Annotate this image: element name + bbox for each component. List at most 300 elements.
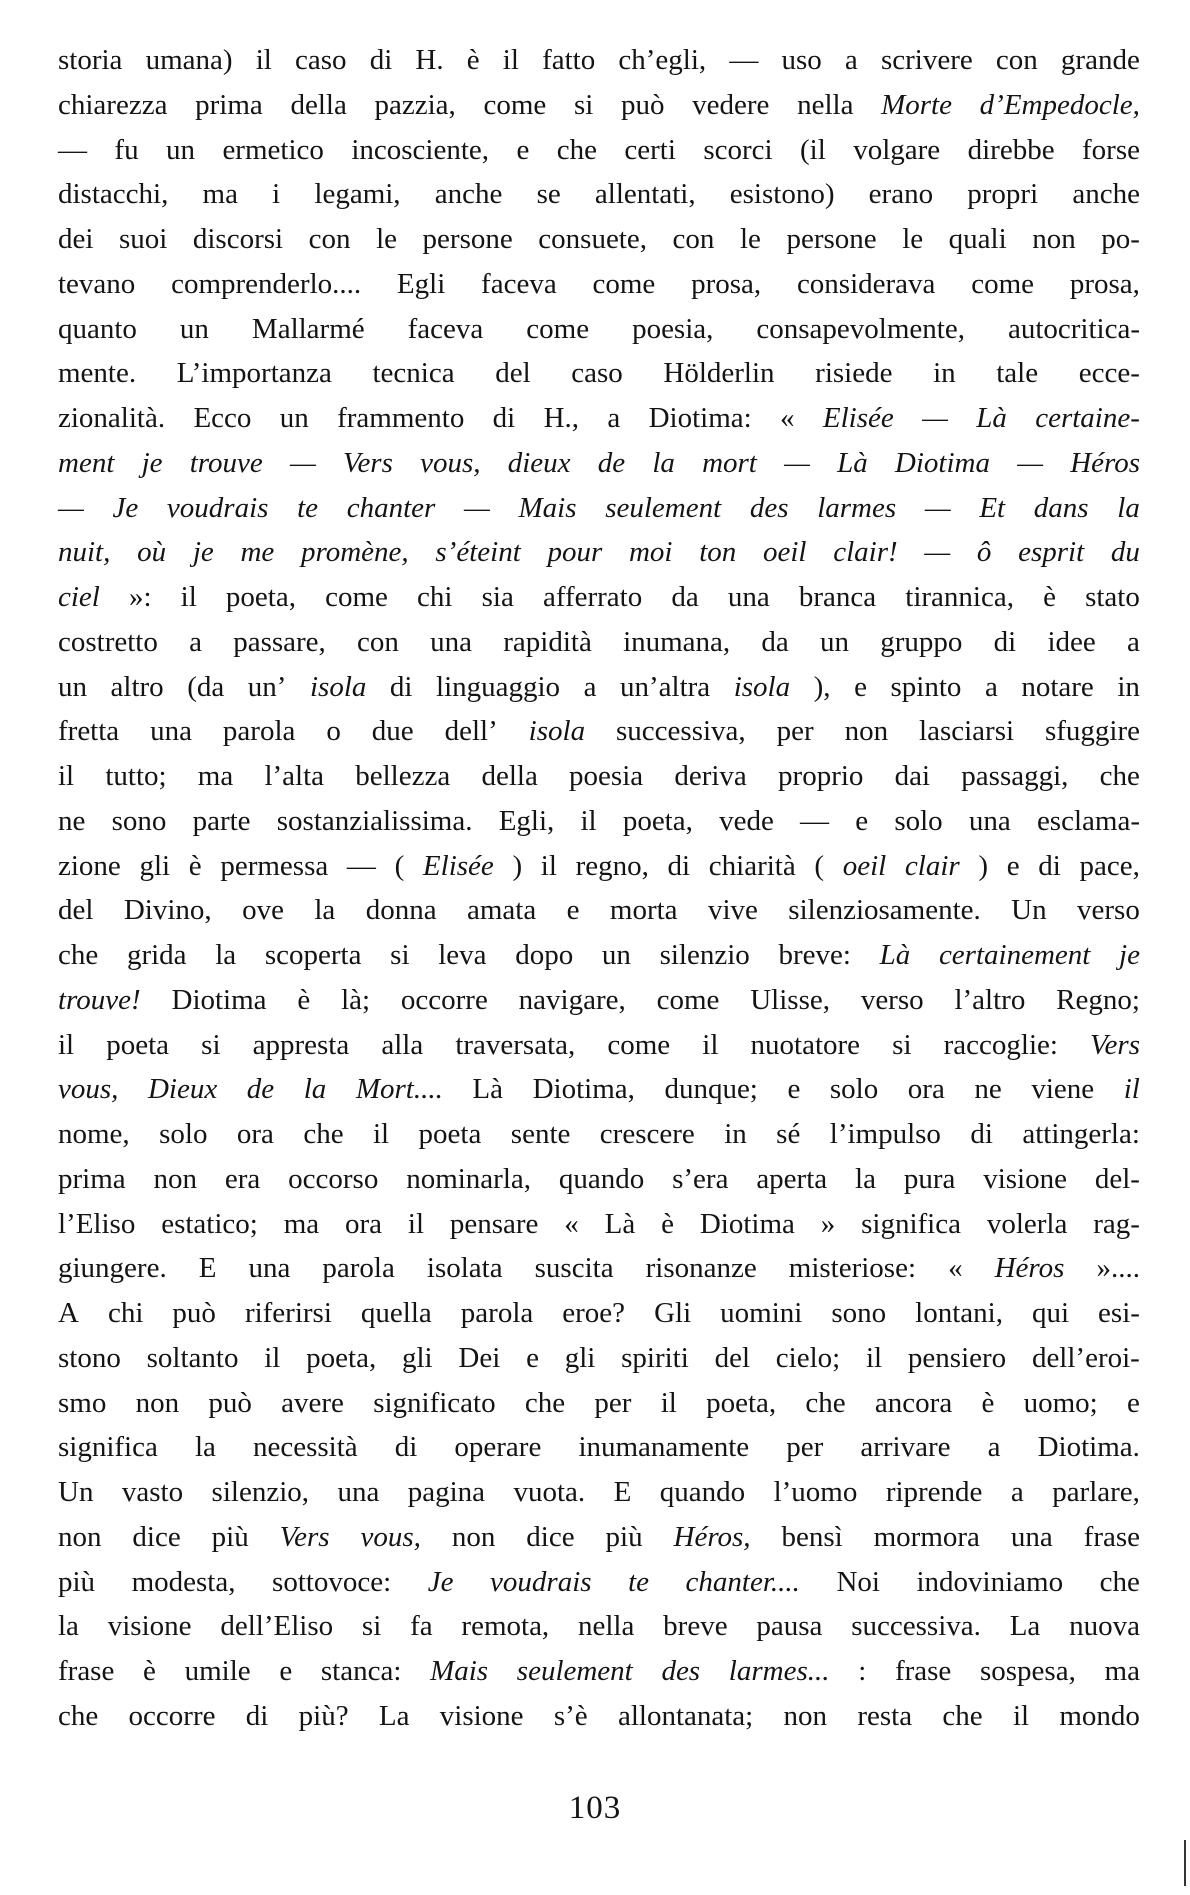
italic-word: des — [749, 491, 789, 524]
word: vive — [707, 894, 758, 927]
word: tevano — [58, 267, 136, 300]
word: dei — [58, 223, 94, 255]
italic-word: voudrais — [490, 1565, 592, 1598]
word: gruppo — [880, 625, 963, 658]
word: suoi — [118, 223, 168, 255]
word: estatico; — [161, 1207, 258, 1240]
text-line — [58, 709, 1140, 754]
word: che — [805, 1386, 846, 1419]
word: mondo — [1059, 1699, 1140, 1732]
word: poesia, — [632, 312, 714, 345]
word: in — [724, 1118, 747, 1150]
word: parlare, — [1052, 1476, 1140, 1508]
word: donna — [365, 894, 437, 927]
word: rag- — [1093, 1207, 1140, 1240]
word: il — [264, 1341, 281, 1374]
word: certi — [624, 133, 676, 166]
italic-word: Vers — [279, 1520, 330, 1553]
italic-word: Héros, — [673, 1520, 751, 1553]
word: come — [526, 312, 590, 345]
text-line — [58, 262, 1140, 307]
text-line — [58, 1336, 1140, 1381]
word: solo — [829, 1073, 879, 1106]
text-line — [58, 1291, 1140, 1336]
word: a — [987, 1431, 1001, 1464]
word: occorre — [400, 983, 488, 1016]
word: pausa — [756, 1610, 823, 1643]
word: non — [58, 1520, 102, 1553]
word: può — [208, 1386, 252, 1419]
word: ma — [1104, 1655, 1140, 1687]
word: a — [189, 625, 202, 658]
word: solo — [159, 1118, 208, 1150]
word: chi — [417, 581, 453, 613]
word: zionalità. — [58, 402, 166, 434]
word: Gli — [654, 1297, 692, 1329]
text-line — [58, 1604, 1140, 1649]
word: pura — [903, 1162, 956, 1195]
italic-word: — — [924, 491, 951, 524]
word: un’ — [247, 670, 287, 703]
word: che — [58, 1699, 99, 1732]
italic-word: promène, — [301, 536, 409, 569]
word: tirannica, — [905, 581, 1014, 613]
word: l’impulso — [829, 1118, 941, 1150]
italic-word: ô — [976, 536, 992, 569]
word: breve: — [778, 939, 851, 971]
word: della — [481, 760, 538, 792]
word: prosa, — [691, 267, 762, 300]
word: parola — [222, 715, 296, 748]
word: chiarezza — [58, 88, 168, 121]
word: nominarla, — [406, 1162, 532, 1195]
word: risiede — [815, 357, 893, 390]
word: e — [854, 670, 867, 703]
italic-word: Là — [976, 402, 1007, 434]
word: come — [592, 267, 656, 300]
word: bellezza — [355, 760, 451, 792]
word: ora — [236, 1118, 274, 1150]
word: la — [314, 894, 336, 927]
italic-word: pour — [547, 536, 603, 569]
word: pace, — [1079, 849, 1140, 882]
word: fu — [114, 133, 139, 166]
text-line — [58, 933, 1140, 978]
word: rapidità — [503, 625, 592, 658]
word: il — [1012, 1699, 1030, 1732]
word: pazzia, — [374, 88, 456, 121]
word: la — [194, 1431, 216, 1464]
word: scorci — [703, 133, 773, 166]
word: « — [564, 1207, 579, 1240]
word: considerava — [796, 267, 936, 300]
italic-word: isola — [528, 715, 586, 748]
word: breve — [663, 1610, 728, 1643]
word: prima — [58, 1162, 126, 1195]
word: Mallarmé — [251, 312, 365, 345]
italic-word: larmes... — [728, 1655, 830, 1687]
word: persone — [786, 223, 877, 255]
word: che — [1099, 1565, 1140, 1598]
word: altro — [110, 670, 164, 703]
word: si — [390, 939, 410, 971]
word: Un — [58, 1476, 94, 1508]
word: l’uomo — [773, 1476, 858, 1508]
word: frase — [1083, 1520, 1140, 1553]
word: inumana, — [623, 625, 731, 658]
italic-word: Héros — [994, 1252, 1065, 1285]
word: ecce- — [1078, 357, 1140, 390]
text-line — [58, 1067, 1140, 1112]
word: isolata — [426, 1252, 503, 1285]
word: »: — [128, 581, 152, 613]
italic-word: je — [192, 536, 214, 569]
word: modesta, — [131, 1565, 236, 1598]
italic-word: dans — [1033, 491, 1089, 524]
word: direbbe — [967, 133, 1055, 166]
word: tale — [996, 357, 1039, 390]
word: una — [430, 625, 473, 658]
word: idee — [1047, 625, 1096, 658]
word: è — [466, 44, 480, 76]
word: che — [942, 1699, 983, 1732]
italic-word: larmes — [817, 491, 897, 524]
word: un — [601, 939, 631, 971]
word: discorsi — [192, 223, 284, 255]
word: ma — [202, 178, 238, 211]
word: A — [58, 1297, 79, 1329]
word: H., — [543, 402, 580, 434]
word: consapevolmente, — [756, 312, 965, 345]
word: più — [605, 1520, 643, 1553]
word: quali — [948, 223, 1007, 255]
word: con — [995, 44, 1038, 76]
word: Un — [1011, 894, 1047, 927]
italic-word: te — [628, 1565, 650, 1598]
word: operare — [454, 1431, 542, 1464]
word: il — [580, 804, 597, 837]
word: a — [844, 44, 858, 76]
word: scrivere — [880, 44, 973, 76]
text-line — [58, 888, 1140, 933]
word: come — [607, 1028, 671, 1061]
margin-rule — [1184, 1840, 1186, 1886]
word: verso — [1077, 894, 1140, 927]
word: costretto — [58, 625, 158, 658]
word: o — [326, 715, 341, 748]
italic-word: trouve — [189, 446, 263, 479]
word: di — [389, 670, 413, 703]
word: occorso — [288, 1162, 379, 1195]
word: del — [58, 894, 94, 927]
word: visione — [107, 1610, 192, 1643]
italic-word: Là — [837, 446, 868, 479]
word: ove — [242, 894, 284, 927]
word: nella — [578, 1610, 635, 1643]
italic-word: Et — [979, 491, 1006, 524]
word: non — [135, 1386, 180, 1419]
italic-word: Mais — [430, 1655, 489, 1687]
word: l’altro — [954, 983, 1026, 1016]
word: prima — [195, 88, 263, 121]
word: ma — [283, 1207, 320, 1240]
word: pagina — [407, 1476, 486, 1508]
word: a — [607, 402, 621, 434]
word: attingerla: — [1022, 1118, 1140, 1150]
word: quando — [659, 1476, 746, 1508]
word: spiriti — [621, 1341, 689, 1374]
word: silenzio — [659, 939, 750, 971]
italic-word: isola — [309, 670, 367, 703]
word: tutto; — [105, 760, 167, 792]
word: si — [573, 88, 594, 121]
italic-word: s’éteint — [435, 536, 521, 569]
word: una — [968, 804, 1011, 837]
word: un — [820, 625, 850, 658]
word: più? — [298, 1699, 349, 1732]
italic-word: vous, — [360, 1520, 421, 1553]
word: è — [661, 1207, 674, 1240]
word: un — [279, 402, 309, 434]
page-number: 103 — [568, 1790, 622, 1826]
word: ».... — [1096, 1252, 1140, 1285]
word: lasciarsi — [919, 715, 1015, 748]
word: inumanamente — [578, 1431, 750, 1464]
word: volgare — [853, 133, 941, 166]
word: comprenderlo.... — [171, 267, 362, 300]
word: legami, — [314, 178, 401, 211]
word: La — [1009, 1610, 1041, 1643]
word: il — [58, 760, 75, 792]
word: chiarità — [708, 849, 796, 882]
word: il — [407, 1207, 425, 1240]
word: ) — [512, 849, 523, 882]
word: come — [483, 88, 547, 121]
word: significa — [58, 1431, 158, 1464]
word: indoviniamo — [916, 1565, 1064, 1598]
word: (il — [800, 133, 826, 166]
word: Ulisse, — [750, 983, 830, 1016]
word: s’è — [553, 1699, 588, 1732]
word: ), — [813, 670, 831, 703]
italic-word: dieux — [507, 446, 571, 479]
word: parola — [460, 1297, 534, 1329]
italic-word: clair! — [833, 536, 898, 569]
word: ) — [978, 849, 989, 882]
word: visione — [439, 1699, 524, 1732]
italic-word: vous, — [420, 446, 481, 479]
word: fretta — [58, 715, 120, 748]
word: soltanto — [146, 1341, 239, 1374]
word: uso — [781, 44, 822, 76]
word: poeta — [106, 1028, 170, 1061]
word: regno, — [575, 849, 649, 882]
word: Dei — [458, 1341, 501, 1374]
word: ora — [907, 1073, 945, 1106]
word: faceva — [481, 267, 557, 300]
word: Noi — [836, 1565, 880, 1598]
word: umile — [184, 1655, 251, 1687]
word: del — [714, 1341, 751, 1374]
word: anche — [1072, 178, 1140, 211]
italic-word: clair — [904, 849, 960, 882]
word: a — [984, 670, 998, 703]
word: le — [739, 223, 761, 255]
italic-word: Vers — [342, 446, 393, 479]
text-line — [58, 217, 1140, 262]
text-line — [58, 844, 1140, 889]
word: riferirsi — [244, 1297, 332, 1329]
word: smo — [58, 1386, 107, 1419]
italic-word: Elisée — [422, 849, 494, 882]
word: verso — [860, 983, 924, 1016]
word: il — [502, 44, 519, 76]
italic-word: mort — [702, 446, 757, 479]
word: sottovoce: — [272, 1565, 392, 1598]
word: » — [820, 1207, 836, 1240]
word: gli — [564, 1341, 596, 1374]
word: due — [371, 715, 414, 748]
italic-word: la — [1117, 491, 1140, 524]
word: fa — [410, 1610, 433, 1643]
word: più — [58, 1565, 96, 1598]
word: stato — [1085, 581, 1140, 613]
word: che — [303, 1118, 344, 1150]
word: grande — [1060, 44, 1140, 76]
word: significa — [861, 1207, 961, 1240]
word: risonanze — [645, 1252, 757, 1285]
word: stono — [58, 1341, 121, 1374]
text-line — [58, 1023, 1140, 1068]
italic-word: la — [652, 446, 675, 479]
text-line — [58, 1425, 1140, 1470]
word: l’Eliso — [58, 1207, 136, 1240]
word: grida — [126, 939, 187, 971]
word: ma — [197, 760, 234, 792]
text-line — [58, 1694, 1140, 1739]
word: passare, — [233, 625, 326, 658]
word: s’era — [672, 1162, 729, 1195]
word: del- — [1094, 1162, 1140, 1195]
word: suscita — [534, 1252, 614, 1285]
word: raccoglie: — [943, 1028, 1058, 1061]
word: è — [981, 1386, 995, 1419]
word: il — [702, 1028, 719, 1061]
text-line — [58, 307, 1140, 352]
word: pensare — [449, 1207, 539, 1240]
italic-word: oeil — [842, 849, 887, 882]
word: a — [1010, 1476, 1024, 1508]
word: propri — [967, 178, 1039, 211]
italic-word: — — [922, 402, 948, 434]
word: mente. — [58, 357, 137, 390]
word: dai — [894, 760, 931, 792]
word: di — [492, 402, 516, 434]
word: sfuggire — [1044, 715, 1140, 748]
word: anche — [434, 178, 503, 211]
word: L’importanza — [176, 357, 332, 390]
word: di — [369, 44, 393, 76]
word: umana) — [145, 44, 233, 76]
text-line — [58, 978, 1140, 1023]
word: con — [357, 625, 399, 658]
word: dell’eroi- — [1031, 1341, 1140, 1374]
text-line — [58, 1560, 1140, 1605]
word: dunque; — [664, 1073, 758, 1106]
text-line — [58, 754, 1140, 799]
word: ermetico — [222, 133, 324, 166]
word: po- — [1101, 223, 1140, 255]
text-line — [58, 128, 1140, 173]
italic-word: Diotima — [894, 446, 990, 479]
word: della — [290, 88, 347, 121]
word: Là — [604, 1207, 636, 1240]
word: esistono) — [729, 178, 835, 211]
word: quella — [360, 1297, 432, 1329]
word: fatto — [542, 44, 596, 76]
italic-word: des — [661, 1655, 701, 1687]
word: poeta, — [622, 804, 693, 837]
word: se — [536, 178, 561, 211]
word: Diotima: — [648, 402, 752, 434]
word: il — [373, 1118, 390, 1150]
italic-word: trouve! — [58, 983, 141, 1016]
italic-word: du — [1110, 536, 1140, 569]
word: remota, — [461, 1610, 550, 1643]
italic-word: de — [597, 446, 626, 479]
word: navigare, — [518, 983, 626, 1016]
word: uomini — [720, 1297, 803, 1329]
italic-word: il — [1123, 1073, 1140, 1106]
word: caso — [571, 357, 623, 390]
word: del — [495, 357, 531, 390]
word: le — [902, 223, 924, 255]
word: vuota. — [513, 1476, 586, 1508]
italic-word: certainement — [938, 939, 1091, 971]
text-line — [58, 620, 1140, 665]
word: di — [993, 625, 1017, 658]
word: parte — [192, 804, 251, 837]
word: qui — [1031, 1297, 1070, 1329]
word: passaggi, — [961, 760, 1069, 792]
italic-word: te — [297, 491, 319, 524]
text-line — [58, 1202, 1140, 1247]
word: un — [166, 133, 196, 166]
italic-word: Héros — [1070, 446, 1140, 479]
word: è — [297, 983, 311, 1016]
word: ( — [394, 849, 405, 882]
word: ne — [58, 804, 86, 837]
italic-word: moi — [628, 536, 673, 569]
word: frammento — [337, 402, 465, 434]
word: un — [179, 312, 209, 345]
text-line — [58, 172, 1140, 217]
word: più — [211, 1520, 249, 1553]
italic-word: ciel — [58, 581, 100, 613]
italic-word: la — [303, 1073, 327, 1106]
italic-word: Mort.... — [355, 1073, 443, 1106]
word: Egli, — [498, 804, 555, 837]
word: significato — [373, 1386, 496, 1419]
word: alla — [381, 1028, 424, 1061]
word: da — [671, 581, 699, 613]
word: tecnica — [372, 357, 455, 390]
word: una — [727, 581, 770, 613]
word: a — [1127, 625, 1140, 658]
word: mormora — [873, 1520, 980, 1553]
italic-word: Mais — [518, 491, 577, 524]
italic-word: chanter — [346, 491, 436, 524]
